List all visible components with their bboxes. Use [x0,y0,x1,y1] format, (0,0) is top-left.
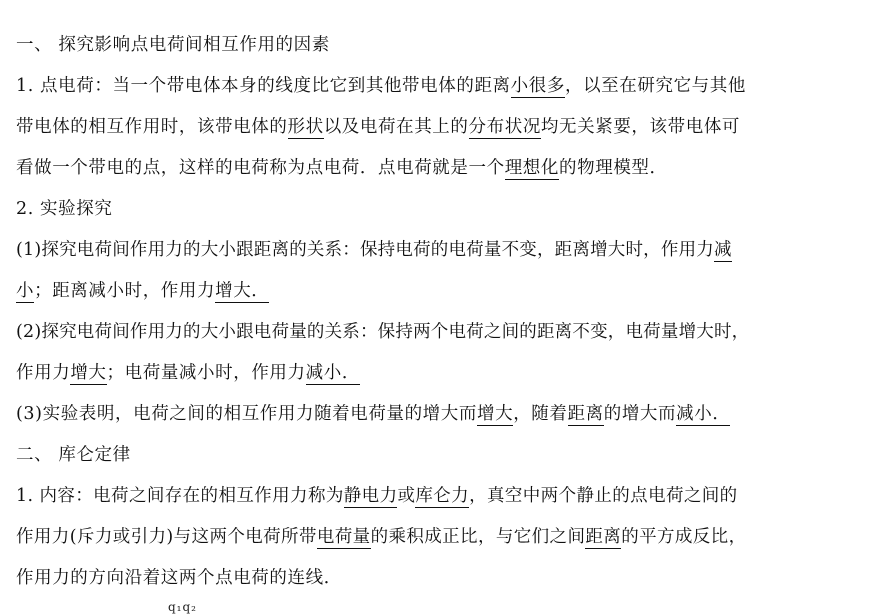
underlined-answer: 分布状况 [468,117,541,137]
text-segment: (1)探究电荷间作用力的大小跟距离的关系：保持电荷的电荷量不变，距离增大时，作用力 [16,240,714,260]
coulomb-law-line-2 [16,525,868,549]
heading-text: 2. 实验探究 [16,199,113,219]
underlined-answer: 小 [16,281,35,301]
underlined-answer: 理想化 [504,158,560,178]
point-charge-line-3 [16,156,868,180]
text-segment: 的物理模型． [559,158,668,178]
underlined-answer: 电荷量 [316,527,371,547]
text-segment: 均无关紧要，该带电体可 [540,117,741,137]
underlined-answer: 距离 [567,404,604,424]
text-segment: 作用力 [16,363,71,383]
section-heading-1 [16,33,868,57]
text-segment: ，真空中两个静止的点电荷之间的 [469,486,738,506]
heading-text: 一、 探究影响点电荷间相互作用的因素 [16,35,330,55]
text-segment: (3)实验表明，电荷之间的相互作用力随着电荷量的增大而 [16,404,477,424]
text-segment: 1. 内容：电荷之间存在的相互作用力称为 [16,486,344,506]
text-segment: 以及电荷在其上的 [323,117,469,137]
formula-fragment: q₁q₂ [168,600,197,614]
text-segment: 看做一个带电的点，这样的电荷称为点电荷．点电荷就是一个 [16,158,505,178]
text-segment: 的平方成反比， [621,527,747,547]
text-segment: (2)探究电荷间作用力的大小跟电荷量的关系：保持两个电荷之间的距离不变，电荷量增大时， [16,322,750,342]
underlined-answer: 增大． [215,281,270,301]
text-segment: ；电荷量减小时，作用力 [106,363,306,383]
text-segment: ；距离减小时，作用力 [34,281,216,301]
underlined-answer: 减 [714,240,732,260]
underlined-answer: 减小． [676,404,731,424]
text-segment: 带电体的相互作用时，该带电体的 [16,117,288,137]
text-segment: 作用力(斥力或引力)与这两个电荷所带 [16,527,317,547]
underlined-answer: 形状 [287,117,324,137]
text-segment: 作用力的方向沿着这两个点电荷的连线． [16,568,342,588]
experiment-2-line-2 [16,361,868,385]
section-heading-2 [16,443,868,467]
text-segment: ，以至在研究它与其他 [564,76,746,96]
heading-text: 二、 库仑定律 [16,445,131,465]
coulomb-law-line-1 [16,484,868,508]
underlined-answer: 静电力 [343,486,398,506]
point-charge-line-2 [16,115,868,139]
experiment-3-line [16,402,868,426]
point-charge-line-1 [16,74,868,98]
text-segment: 或 [397,486,416,506]
underlined-answer: 库仑力 [415,486,470,506]
underlined-answer: 减小． [305,363,360,383]
text-segment: ，随着 [513,404,568,424]
experiment-heading [16,197,868,221]
coulomb-law-line-3 [16,566,868,590]
underlined-answer: 距离 [585,527,622,547]
text-segment: 的增大而 [603,404,677,424]
experiment-1-line-2 [16,279,868,303]
underlined-answer: 增大 [70,363,107,383]
underlined-answer: 增大 [477,404,514,424]
text-segment: 的乘积成正比，与它们之间 [370,527,586,547]
text-segment: 1. 点电荷：当一个带电体本身的线度比它到其他带电体的距离 [16,76,511,96]
experiment-1-line-1 [16,238,868,262]
experiment-2-line-1 [16,320,868,344]
underlined-answer: 小很多 [510,76,565,96]
